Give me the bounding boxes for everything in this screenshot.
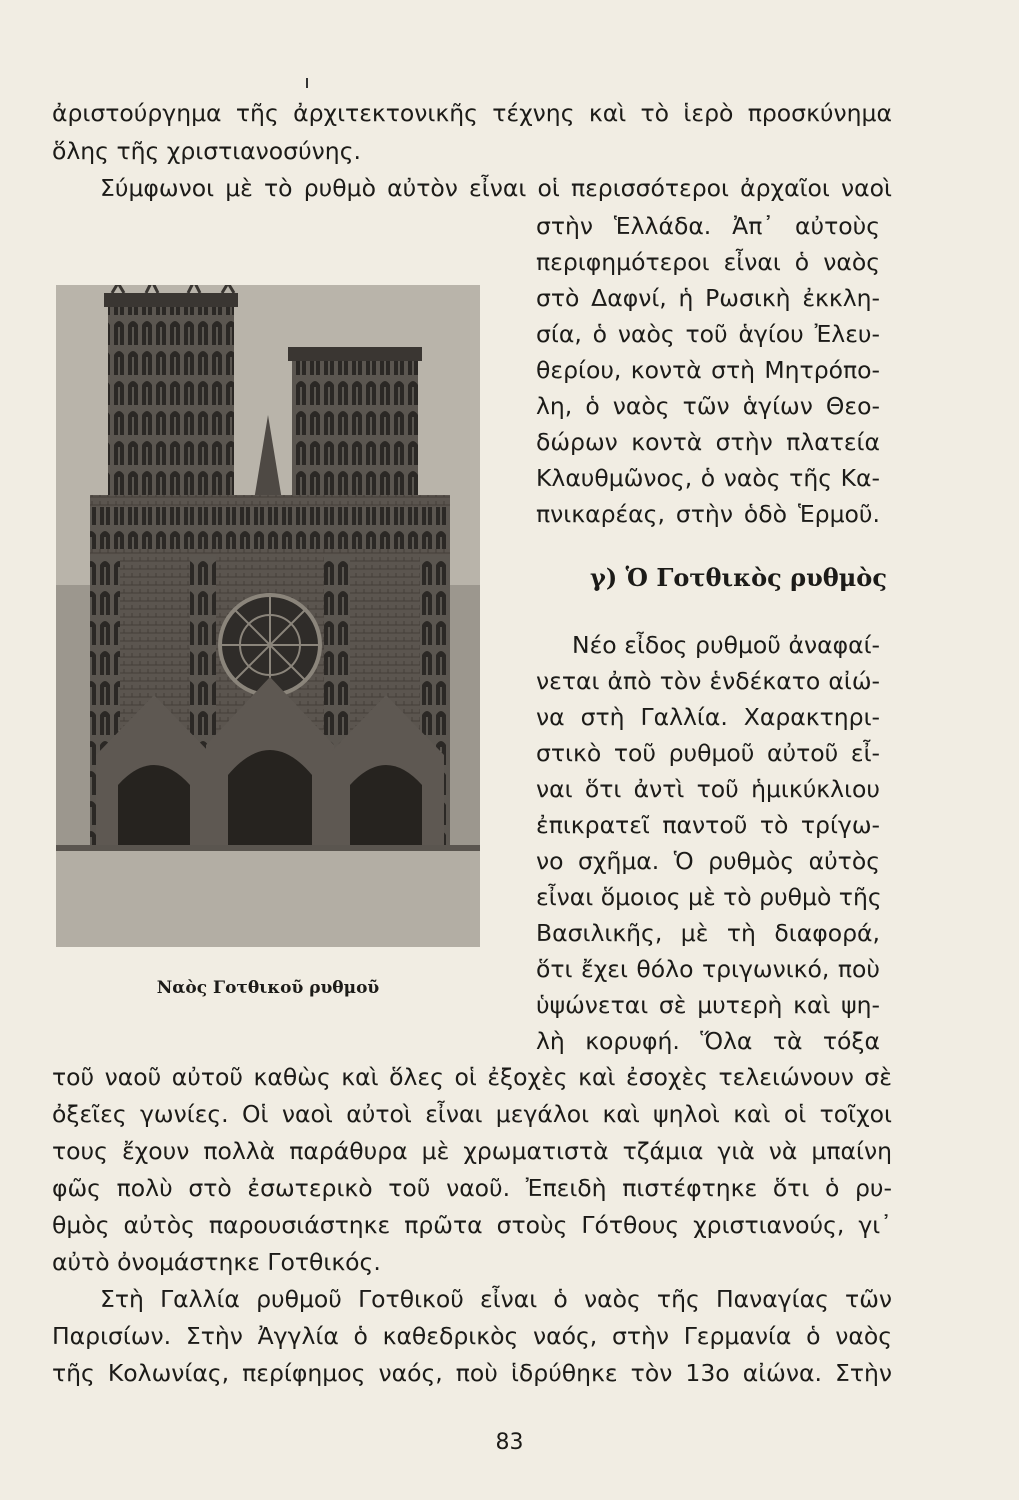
text-line: τοῦ ναοῦ αὐτοῦ καθὼς καὶ ὅλες οἱ ἐξοχὲς καὶ ἐσοχὲς τελειώνουν σὲ — [52, 1063, 892, 1091]
text-line: Παρισίων. Στὴν Ἀγγλία ὁ καθεδρικὸς ναός, στὴν Γερμανία ὁ ναὸς — [52, 1322, 892, 1350]
text-line: Σύμφωνοι μὲ τὸ ρυθμὸ αὐτὸν εἶναι οἱ περισσότεροι ἀρχαῖοι ναοὶ — [100, 174, 892, 202]
text-line: ὅτι ἔχει θόλο τριγωνικό, ποὺ — [536, 955, 880, 983]
text-line: Βασιλικῆς, μὲ τὴ διαφορά, — [536, 919, 880, 947]
text-line: λη, ὁ ναὸς τῶν ἁγίων Θεο- — [536, 392, 880, 420]
text-line: στὴν Ἑλλάδα. Ἀπ᾽ αὐτοὺς — [536, 212, 880, 240]
text-line: αὐτὸ ὀνομάστηκε Γοτθικός. — [52, 1248, 381, 1276]
text-line: ὀξεῖες γωνίες. Οἱ ναοὶ αὐτοὶ εἶναι μεγάλοι καὶ ψηλοὶ καὶ οἱ τοῖχοι — [52, 1100, 892, 1128]
text-line: Στὴ Γαλλία ρυθμοῦ Γοτθικοῦ εἶναι ὁ ναὸς τῆς Παναγίας τῶν — [100, 1285, 892, 1313]
text-line: να στὴ Γαλλία. Χαρακτηρι- — [536, 703, 880, 731]
text-line: θμὸς αὐτὸς παρουσιάστηκε πρῶτα στοὺς Γότθους χριστιανούς, γι᾽ — [52, 1211, 892, 1239]
text-line: πνικαρέας, στὴν ὁδὸ Ἑρμοῦ. — [536, 500, 880, 528]
print-mark — [306, 78, 308, 88]
text-line: ὅλης τῆς χριστιανοσύνης. — [52, 137, 361, 165]
text-line: Κλαυθμῶνος, ὁ ναὸς τῆς Κα- — [536, 464, 880, 492]
figure-caption: Ναὸς Γοτθικοῦ ρυθμοῦ — [156, 978, 380, 998]
page-number: 83 — [495, 1430, 524, 1455]
text-line: λὴ κορυφή. Ὅλα τὰ τόξα — [536, 1027, 880, 1055]
text-line: τους ἔχουν πολλὰ παράθυρα μὲ χρωματιστὰ τζάμια γιὰ νὰ μπαίνη — [52, 1137, 892, 1165]
text-line: θερίου, κοντὰ στὴ Μητρόπο- — [536, 356, 880, 384]
text-line: δώρων κοντὰ στὴν πλατεία — [536, 428, 880, 456]
text-line: στὸ Δαφνί, ἡ Ρωσικὴ ἐκκλη- — [536, 284, 880, 312]
text-line: ἀριστούργημα τῆς ἀρχιτεκτονικῆς τέχνης καὶ τὸ ἱερὸ προσκύνημα — [52, 99, 892, 127]
text-line: νο σχῆμα. Ὁ ρυθμὸς αὐτὸς — [536, 847, 880, 875]
text-line: ἐπικρατεῖ παντοῦ τὸ τρίγω- — [536, 811, 880, 839]
text-line: ὑψώνεται σὲ μυτερὴ καὶ ψη- — [536, 991, 880, 1019]
text-line: περιφημότεροι εἶναι ὁ ναὸς — [536, 248, 880, 276]
text-line: Νέο εἶδος ρυθμοῦ ἀναφαί- — [572, 631, 880, 659]
text-line: στικὸ τοῦ ρυθμοῦ αὐτοῦ εἶ- — [536, 739, 880, 767]
section-heading: γ) Ὁ Γοτθικὸς ρυθμὸς — [590, 563, 887, 592]
text-line: τῆς Κολωνίας, περίφημος ναός, ποὺ ἱδρύθηκε τὸν 13ο αἰώνα. Στὴν — [52, 1359, 892, 1387]
text-line: ναι ὅτι ἀντὶ τοῦ ἡμικύκλιου — [536, 775, 880, 803]
text-line: νεται ἀπὸ τὸν ἑνδέκατο αἰώ- — [536, 667, 880, 695]
cathedral-photo — [56, 285, 480, 947]
text-line: φῶς πολὺ στὸ ἐσωτερικὸ τοῦ ναοῦ. Ἐπειδὴ πιστέφτηκε ὅτι ὁ ρυ- — [52, 1174, 892, 1202]
text-line: εἶναι ὅμοιος μὲ τὸ ρυθμὸ τῆς — [536, 883, 882, 911]
text-line: σία, ὁ ναὸς τοῦ ἁγίου Ἐλευ- — [536, 320, 880, 348]
